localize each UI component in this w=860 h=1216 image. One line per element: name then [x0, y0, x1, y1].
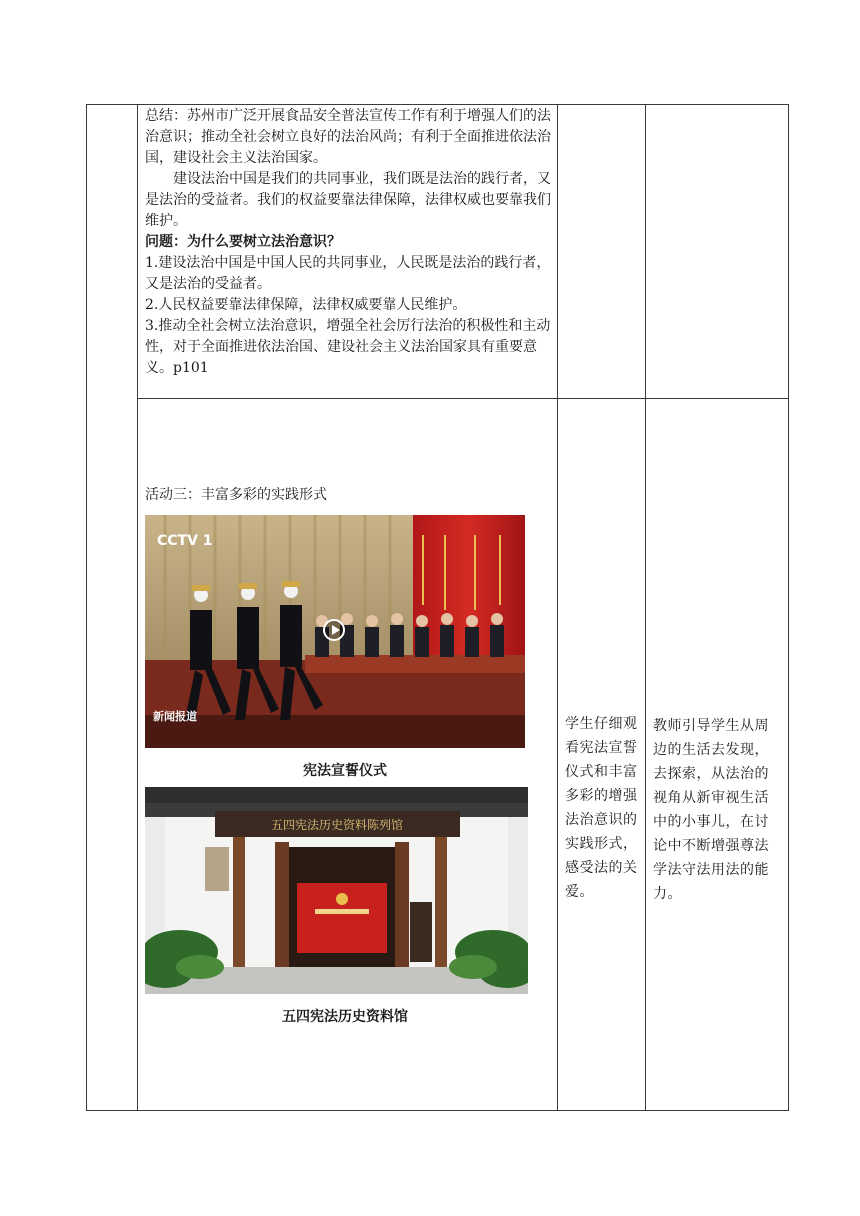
cctv-logo: CCTV 1 [157, 533, 213, 549]
question-heading: 问题：为什么要树立法治意识？ [145, 234, 341, 250]
teacher-guidance-text: 教师引导学生从周边的生活去发现，去探索，从法治的视角从新审视生活中的小事儿，在讨论中不断增强尊法学法守法用法的能力。 [653, 718, 769, 902]
column-divider-1 [137, 104, 138, 1111]
activity-title: 活动三：丰富多彩的实践形式 [145, 487, 327, 503]
point-2: 2.人民权益要靠法律保障，法律权威要靠人民维护。 [145, 297, 467, 313]
table-right-border [788, 104, 789, 1111]
column-divider-3 [645, 104, 646, 1111]
column-divider-2 [557, 104, 558, 1111]
row-divider [137, 398, 789, 399]
museum-plaque: 五四宪法历史资料陈列馆 [270, 818, 404, 832]
table-left-border [86, 104, 87, 1111]
constitution-museum-image[interactable] [145, 787, 528, 994]
point-1: 1.建设法治中国是中国人民的共同事业，人民既是法治的践行者，又是法治的受益者。 [145, 255, 551, 292]
oath-ceremony-image[interactable] [145, 515, 525, 748]
summary-text: 总结：苏州市广泛开展食品安全普法宣传工作有利于增强人们的法治意识；推动全社会树立良好的法治风尚；有利于全面推进依法治国，建设社会主义法治国家。 [145, 108, 551, 166]
point-3: 3.推动全社会树立法治意识，增强全社会厉行法治的积极性和主动性，对于全面推进依法治国、建设社会主义法治国家具有重要意义。p101 [145, 318, 551, 376]
paragraph-text: 建设法治中国是我们的共同事业，我们既是法治的践行者，又是法治的受益者。我们的权益要靠法律保障，法律权威也要靠我们维护。 [145, 171, 551, 229]
museum-illustration [145, 787, 528, 994]
play-icon[interactable] [323, 619, 345, 641]
news-corner-logo: 新闻报道 [153, 710, 197, 723]
content-cell-summary [145, 106, 551, 379]
student-activity-text: 学生仔细观看宪法宣誓仪式和丰富多彩的增强法治意识的实践形式，感受法的关爱。 [565, 716, 638, 900]
oath-ceremony-caption: 宪法宣誓仪式 [303, 763, 387, 779]
table-bottom-border [86, 1110, 789, 1111]
museum-caption: 五四宪法历史资料馆 [282, 1009, 408, 1025]
table-top-border [86, 104, 789, 105]
